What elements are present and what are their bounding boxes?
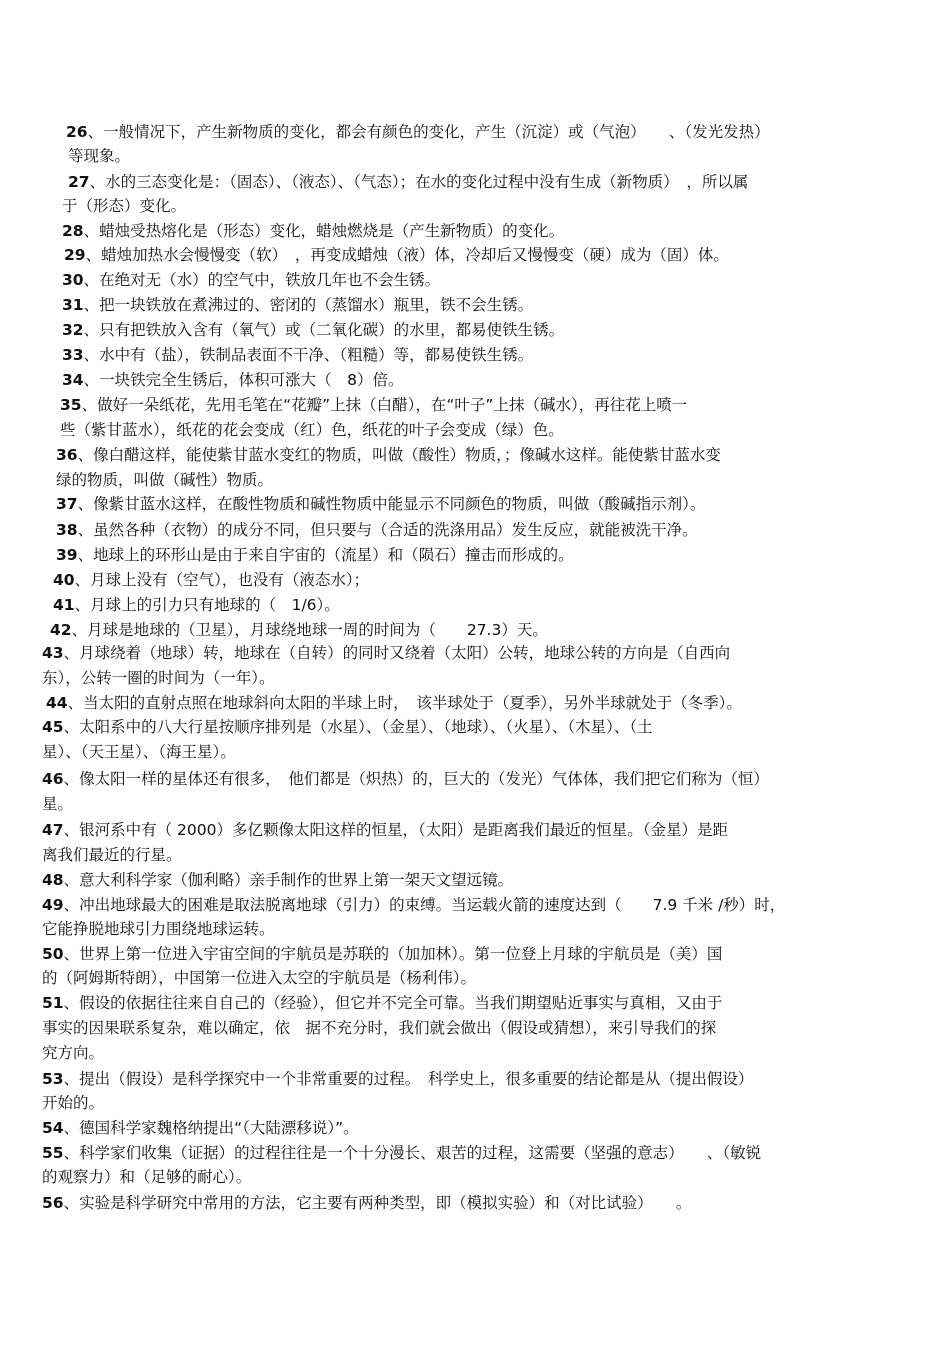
item-text: 、实验是科学研究中常用的方法，它主要有两种类型，即（模拟实验）和（对比试验） 。 <box>63 1194 692 1212</box>
item-text: 、像白醋这样，能使紫甘蓝水变红的物质，叫做（酸性）物质，；像碱水这样。能使紫甘蓝水变 <box>77 446 721 464</box>
item-number: 50 <box>42 945 64 963</box>
item-continuation-line <box>42 666 275 690</box>
item-text: 、德国科学家魏格纳提出“（大陆漂移说）”。 <box>63 1119 359 1137</box>
item-number: 51 <box>42 994 64 1012</box>
item-text: 、只有把铁放入含有（氧气）或（二氧化碳）的水里，都易使铁生锈。 <box>83 321 565 339</box>
item-text: 的（阿姆斯特朗），中国第一位进入太空的宇航员是（杨利伟）。 <box>42 969 477 987</box>
item-text: 等现象。 <box>68 147 131 165</box>
item-continuation-line <box>42 843 182 867</box>
item-number: 43 <box>42 644 64 662</box>
item-line <box>56 543 574 567</box>
item-text: 、太阳系中的八大行星按顺序排列是（水星）、（金星）、（地球）、（火星）、（木星）、（土 <box>63 718 653 736</box>
item-text: 星）、（天王星）、（海王星）。 <box>42 743 236 761</box>
item-number: 45 <box>42 718 64 736</box>
item-line <box>68 170 748 194</box>
item-text: 、月球是地球的（卫星），月球绕地球一周的时间为（ 27.3）天。 <box>71 621 548 639</box>
item-text: 、蜡烛受热熔化是（形态）变化，蜡烛燃烧是（产生新物质）的变化。 <box>83 222 565 240</box>
item-text: 事实的因果联系复杂，难以确定，依 据不充分时，我们就会做出（假设或猜想），来引导我们的探 <box>42 1019 717 1037</box>
item-line <box>62 343 533 367</box>
item-continuation-line <box>60 418 564 442</box>
item-number: 26 <box>66 123 88 141</box>
item-line <box>42 1191 691 1215</box>
item-continuation-line <box>62 194 186 218</box>
item-line <box>42 893 785 917</box>
item-number: 53 <box>42 1070 64 1088</box>
item-number: 48 <box>42 871 64 889</box>
item-line <box>62 368 403 392</box>
item-text: 、当太阳的直射点照在地球斜向太阳的半球上时， 该半球处于（夏季），另外半球就处于（冬季）。 <box>67 694 742 712</box>
item-number: 40 <box>53 571 75 589</box>
item-number: 46 <box>42 770 64 788</box>
item-number: 55 <box>42 1144 64 1162</box>
item-number: 29 <box>64 246 86 264</box>
item-text: 、像紫甘蓝水这样，在酸性物质和碱性物质中能显示不同颜色的物质，叫做（酸碱指示剂）。 <box>77 495 706 513</box>
item-text: 究方向。 <box>42 1044 105 1062</box>
item-text: 于（形态）变化。 <box>62 197 187 215</box>
item-number: 27 <box>68 173 90 191</box>
item-line <box>66 120 770 144</box>
item-text: 、冲出地球最大的困难是取法脱离地球（引力）的束缚。当运载火箭的速度达到（ 7.9 千米 /秒）时， <box>63 896 786 914</box>
item-line <box>62 318 564 342</box>
item-text: 、把一块铁放在煮沸过的、密闭的（蒸馏水）瓶里，铁不会生锈。 <box>83 296 534 314</box>
item-number: 31 <box>62 296 84 314</box>
item-line <box>56 518 698 542</box>
item-number: 42 <box>50 621 72 639</box>
item-text: 些（紫甘蓝水），纸花的花会变成（红）色，纸花的叶子会变成（绿）色。 <box>60 421 564 439</box>
item-text: 开始的。 <box>42 1094 105 1112</box>
item-line <box>56 443 721 467</box>
item-continuation-line <box>42 1091 104 1115</box>
item-continuation-line <box>68 144 130 168</box>
item-line <box>62 219 564 243</box>
item-line <box>56 492 705 516</box>
item-text: 绿的物质，叫做（碱性）物质。 <box>56 471 274 489</box>
item-text: 、提出（假设）是科学探究中一个非常重要的过程。 科学史上，很多重要的结论都是从（提出假设） <box>63 1070 754 1088</box>
item-continuation-line <box>42 1041 104 1065</box>
item-text: 的观察力）和（足够的耐心）。 <box>42 1168 252 1186</box>
item-text: 、水的三态变化是：（固态）、（液态）、（气态）；在水的变化过程中没有生成（新物质） ，所以属 <box>89 173 749 191</box>
item-text: 、像太阳一样的星体还有很多， 他们都是（炽热）的，巨大的（发光）气体体，我们把它们称为（恒） <box>63 770 769 788</box>
item-text: 、虽然各种（衣物）的成分不同，但只要与（合适的洗涤用品）发生反应，就能被洗干净。 <box>77 521 698 539</box>
item-number: 47 <box>42 821 64 839</box>
item-continuation-line <box>42 1016 716 1040</box>
item-number: 41 <box>53 596 75 614</box>
item-text: 、科学家们收集（证据）的过程往往是一个十分漫长、艰苦的过程，这需要（坚强的意志） 、（敏锐 <box>63 1144 762 1162</box>
item-text: 、水中有（盐），铁制品表面不干净、（粗糙）等，都易使铁生锈。 <box>83 346 534 364</box>
item-text: 、假设的依据往往来自自己的（经验），但它并不完全可靠。当我们期望贴近事实与真相，又由于 <box>63 994 723 1012</box>
item-number: 32 <box>62 321 84 339</box>
item-line <box>42 641 730 665</box>
item-text: 、做好一朵纸花，先用毛笔在“花瓣”上抹（白醋），在“叶子”上抹（碱水），再往花上喷一 <box>81 396 688 414</box>
item-line <box>53 593 340 617</box>
item-number: 33 <box>62 346 84 364</box>
item-line <box>53 568 369 592</box>
item-line <box>64 243 729 267</box>
item-line <box>42 1116 359 1140</box>
item-continuation-line <box>42 740 236 764</box>
item-number: 38 <box>56 521 78 539</box>
item-number: 56 <box>42 1194 64 1212</box>
item-number: 35 <box>60 396 82 414</box>
item-line <box>42 868 513 892</box>
item-line <box>42 767 769 791</box>
item-text: 它能挣脱地球引力围绕地球运转。 <box>42 920 275 938</box>
item-line <box>42 942 722 966</box>
item-continuation-line <box>42 917 275 941</box>
item-line <box>42 1141 761 1165</box>
item-continuation-line <box>56 468 273 492</box>
item-number: 36 <box>56 446 78 464</box>
item-text: 、意大利科学家（伽利略）亲手制作的世界上第一架天文望远镜。 <box>63 871 514 889</box>
item-text: 、月球上的引力只有地球的（ 1/6）。 <box>74 596 340 614</box>
item-text: 离我们最近的行星。 <box>42 846 182 864</box>
item-continuation-line <box>42 1165 251 1189</box>
item-line <box>42 818 728 842</box>
item-text: 、月球绕着（地球）转，地球在（自转）的同时又绕着（太阳）公转，地球公转的方向是（自西向 <box>63 644 731 662</box>
item-text: 、一块铁完全生锈后，体积可涨大（ 8）倍。 <box>83 371 404 389</box>
item-line <box>46 691 742 715</box>
item-text: 、地球上的环形山是由于来自宇宙的（流星）和（陨石）撞击而形成的。 <box>77 546 574 564</box>
item-text: 、一般情况下，产生新物质的变化，都会有颜色的变化，产生（沉淀）或（气泡） 、（发光发热） <box>87 123 770 141</box>
item-continuation-line <box>42 792 73 816</box>
item-number: 54 <box>42 1119 64 1137</box>
item-number: 28 <box>62 222 84 240</box>
item-number: 44 <box>46 694 68 712</box>
item-line <box>42 715 653 739</box>
item-number: 39 <box>56 546 78 564</box>
item-text: 东），公转一圈的时间为（一年）。 <box>42 669 275 687</box>
item-text: 、月球上没有（空气），也没有（液态水）； <box>74 571 370 589</box>
item-continuation-line <box>42 966 476 990</box>
item-text: 、在绝对无（水）的空气中，铁放几年也不会生锈。 <box>83 271 441 289</box>
item-line <box>50 618 548 642</box>
item-text: 星。 <box>42 795 74 813</box>
item-text: 、世界上第一位进入宇宙空间的宇航员是苏联的（加加林）。第一位登上月球的宇航员是（美）国 <box>63 945 723 963</box>
item-line <box>62 293 533 317</box>
item-line <box>42 991 722 1015</box>
item-number: 34 <box>62 371 84 389</box>
item-number: 49 <box>42 896 64 914</box>
item-number: 37 <box>56 495 78 513</box>
item-line <box>60 393 687 417</box>
item-text: 、蜡烛加热水会慢慢变（软） ，再变成蜡烛（液）体，冷却后又慢慢变（硬）成为（固）体。 <box>85 246 729 264</box>
item-line <box>42 1067 753 1091</box>
item-number: 30 <box>62 271 84 289</box>
item-line <box>62 268 440 292</box>
item-text: 、银河系中有（ 2000）多亿颗像太阳这样的恒星，（太阳）是距离我们最近的恒星。（金星）是距 <box>63 821 728 839</box>
